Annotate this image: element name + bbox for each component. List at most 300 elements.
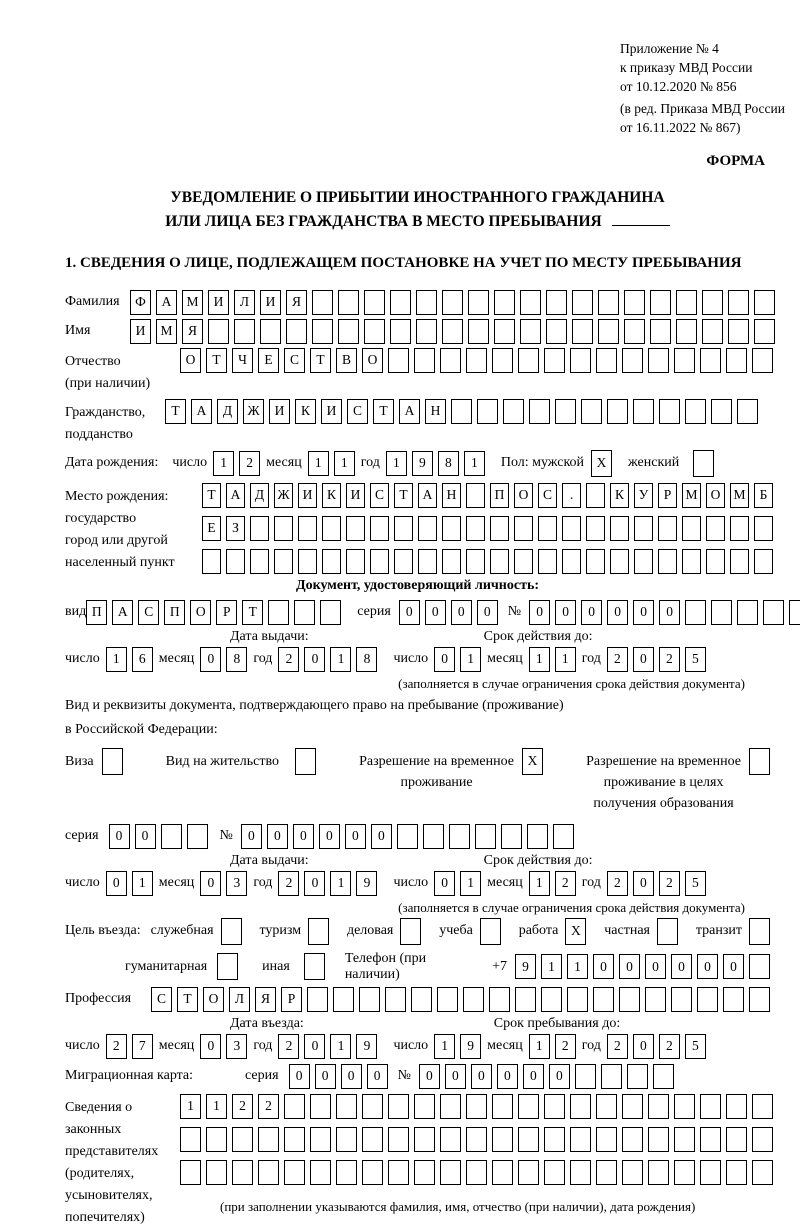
form-cell[interactable]: 1 [541,954,562,979]
form-cell[interactable]: 0 [697,954,718,979]
form-cell[interactable] [232,1127,253,1152]
form-cell[interactable]: И [130,319,151,344]
form-cell[interactable] [518,1094,539,1119]
form-cell[interactable] [518,348,539,373]
form-cell[interactable]: 0 [341,1064,362,1089]
form-cell[interactable] [546,319,567,344]
form-cell[interactable]: 0 [345,824,366,849]
form-cell[interactable]: 1 [529,647,550,672]
form-cell[interactable]: 0 [607,600,628,625]
form-cell[interactable]: 0 [619,954,640,979]
form-cell[interactable] [633,399,654,424]
form-cell[interactable] [520,290,541,315]
form-cell[interactable]: 5 [685,1034,706,1059]
form-cell[interactable] [581,399,602,424]
form-cell[interactable]: А [156,290,177,315]
form-cell[interactable] [598,319,619,344]
form-cell[interactable]: 0 [135,824,156,849]
form-cell[interactable] [674,1160,695,1185]
form-cell[interactable] [682,549,701,574]
form-cell[interactable] [295,748,316,775]
form-cell[interactable] [364,290,385,315]
form-cell[interactable]: X [591,450,612,477]
form-cell[interactable] [575,1064,596,1089]
form-cell[interactable] [477,399,498,424]
form-cell[interactable]: Е [202,516,221,541]
form-cell[interactable]: М [682,483,701,508]
form-cell[interactable] [364,319,385,344]
form-cell[interactable] [494,290,515,315]
form-cell[interactable] [333,987,354,1012]
form-cell[interactable]: 0 [200,647,221,672]
form-cell[interactable]: О [362,348,383,373]
form-cell[interactable] [226,549,245,574]
form-cell[interactable]: 2 [607,647,628,672]
form-cell[interactable] [180,1160,201,1185]
form-cell[interactable] [622,1127,643,1152]
form-cell[interactable]: 2 [607,871,628,896]
form-cell[interactable] [622,1094,643,1119]
form-cell[interactable] [294,600,315,625]
form-cell[interactable] [706,549,725,574]
form-cell[interactable]: X [565,918,586,945]
form-cell[interactable] [562,516,581,541]
form-cell[interactable] [518,1160,539,1185]
form-cell[interactable] [726,348,747,373]
form-cell[interactable] [622,348,643,373]
form-cell[interactable] [752,1160,773,1185]
form-cell[interactable] [593,987,614,1012]
form-cell[interactable]: С [138,600,159,625]
form-cell[interactable]: 0 [529,600,550,625]
form-cell[interactable] [648,1127,669,1152]
form-cell[interactable]: 2 [278,647,299,672]
form-cell[interactable] [217,953,238,980]
form-cell[interactable] [468,290,489,315]
form-cell[interactable] [298,549,317,574]
form-cell[interactable] [494,319,515,344]
form-cell[interactable]: Ф [130,290,151,315]
form-cell[interactable]: 0 [497,1064,518,1089]
form-cell[interactable] [440,348,461,373]
form-cell[interactable]: Л [229,987,250,1012]
form-cell[interactable]: 0 [200,871,221,896]
form-cell[interactable]: 0 [645,954,666,979]
form-cell[interactable] [284,1160,305,1185]
form-cell[interactable] [541,987,562,1012]
form-cell[interactable]: Т [165,399,186,424]
form-cell[interactable] [492,1094,513,1119]
form-cell[interactable]: 0 [304,647,325,672]
form-cell[interactable]: А [112,600,133,625]
form-cell[interactable] [572,290,593,315]
form-cell[interactable] [619,987,640,1012]
form-cell[interactable]: X [522,748,543,775]
form-cell[interactable]: 0 [367,1064,388,1089]
form-cell[interactable] [749,748,770,775]
form-cell[interactable]: 0 [304,871,325,896]
form-cell[interactable]: 2 [555,871,576,896]
form-cell[interactable]: А [226,483,245,508]
form-cell[interactable]: Т [177,987,198,1012]
form-cell[interactable]: С [347,399,368,424]
form-cell[interactable] [685,600,706,625]
form-cell[interactable] [312,290,333,315]
form-cell[interactable] [730,549,749,574]
form-cell[interactable]: 7 [132,1034,153,1059]
form-cell[interactable]: У [634,483,653,508]
form-cell[interactable]: 0 [419,1064,440,1089]
form-cell[interactable]: К [322,483,341,508]
form-cell[interactable] [752,1127,773,1152]
form-cell[interactable] [322,549,341,574]
form-cell[interactable]: Я [182,319,203,344]
form-cell[interactable]: И [269,399,290,424]
form-cell[interactable] [562,549,581,574]
form-cell[interactable]: 0 [293,824,314,849]
form-cell[interactable] [416,290,437,315]
form-cell[interactable]: 0 [434,871,455,896]
form-cell[interactable] [414,1127,435,1152]
form-cell[interactable]: 0 [523,1064,544,1089]
form-cell[interactable] [437,987,458,1012]
form-cell[interactable] [752,348,773,373]
form-cell[interactable] [414,348,435,373]
form-cell[interactable] [648,1160,669,1185]
form-cell[interactable]: Т [202,483,221,508]
form-cell[interactable] [442,290,463,315]
form-cell[interactable] [610,516,629,541]
form-cell[interactable] [728,319,749,344]
form-cell[interactable]: 5 [685,647,706,672]
form-cell[interactable]: 1 [106,647,127,672]
form-cell[interactable] [388,1160,409,1185]
form-cell[interactable]: 9 [412,451,433,476]
form-cell[interactable] [336,1127,357,1152]
form-cell[interactable]: 2 [659,1034,680,1059]
form-cell[interactable] [490,549,509,574]
form-cell[interactable] [501,824,522,849]
form-cell[interactable]: 3 [226,1034,247,1059]
form-cell[interactable] [700,1127,721,1152]
form-cell[interactable] [674,348,695,373]
form-cell[interactable]: 0 [633,600,654,625]
form-cell[interactable]: 0 [671,954,692,979]
form-cell[interactable]: Л [234,290,255,315]
form-cell[interactable]: 0 [633,871,654,896]
form-cell[interactable] [397,824,418,849]
form-cell[interactable]: 8 [438,451,459,476]
form-cell[interactable]: 9 [515,954,536,979]
form-cell[interactable]: 1 [180,1094,201,1119]
form-cell[interactable] [359,987,380,1012]
form-cell[interactable] [346,549,365,574]
form-cell[interactable]: Ч [232,348,253,373]
form-cell[interactable] [674,1127,695,1152]
form-cell[interactable] [586,549,605,574]
form-cell[interactable]: И [208,290,229,315]
form-cell[interactable]: С [151,987,172,1012]
form-cell[interactable] [102,748,123,775]
form-cell[interactable]: 1 [434,1034,455,1059]
form-cell[interactable] [648,348,669,373]
form-cell[interactable] [514,549,533,574]
form-cell[interactable]: 0 [315,1064,336,1089]
form-cell[interactable] [388,1094,409,1119]
form-cell[interactable] [754,549,773,574]
form-cell[interactable]: 9 [460,1034,481,1059]
form-cell[interactable] [310,1160,331,1185]
form-cell[interactable] [598,290,619,315]
form-cell[interactable] [466,1127,487,1152]
form-cell[interactable] [490,516,509,541]
form-cell[interactable] [711,399,732,424]
form-cell[interactable] [274,549,293,574]
form-cell[interactable]: Ж [243,399,264,424]
form-cell[interactable]: З [226,516,245,541]
form-cell[interactable]: М [182,290,203,315]
form-cell[interactable] [440,1127,461,1152]
form-cell[interactable]: И [298,483,317,508]
form-cell[interactable] [250,549,269,574]
form-cell[interactable]: 2 [659,871,680,896]
form-cell[interactable] [258,1127,279,1152]
form-cell[interactable] [700,1160,721,1185]
form-cell[interactable] [400,918,421,945]
form-cell[interactable] [180,1127,201,1152]
form-cell[interactable] [466,1160,487,1185]
form-cell[interactable]: 0 [304,1034,325,1059]
form-cell[interactable]: П [164,600,185,625]
form-cell[interactable] [489,987,510,1012]
form-cell[interactable]: 8 [226,647,247,672]
form-cell[interactable] [466,483,485,508]
form-cell[interactable] [503,399,524,424]
form-cell[interactable] [336,1160,357,1185]
form-cell[interactable]: 0 [477,600,498,625]
form-cell[interactable]: Т [394,483,413,508]
form-cell[interactable]: Д [250,483,269,508]
form-cell[interactable]: Ж [274,483,293,508]
form-cell[interactable] [658,549,677,574]
form-cell[interactable]: 0 [106,871,127,896]
form-cell[interactable]: 8 [356,647,377,672]
form-cell[interactable] [693,450,714,477]
form-cell[interactable] [414,1160,435,1185]
form-cell[interactable]: 1 [567,954,588,979]
form-cell[interactable] [310,1127,331,1152]
form-cell[interactable]: 1 [460,871,481,896]
form-cell[interactable]: 1 [206,1094,227,1119]
form-cell[interactable]: 0 [267,824,288,849]
form-cell[interactable] [754,516,773,541]
form-cell[interactable] [310,1094,331,1119]
form-cell[interactable]: 2 [106,1034,127,1059]
form-cell[interactable] [286,319,307,344]
form-cell[interactable] [449,824,470,849]
form-cell[interactable]: 2 [232,1094,253,1119]
form-cell[interactable] [463,987,484,1012]
form-cell[interactable]: 0 [659,600,680,625]
form-cell[interactable] [700,1094,721,1119]
form-cell[interactable]: П [86,600,107,625]
form-cell[interactable]: 0 [241,824,262,849]
form-cell[interactable] [726,1094,747,1119]
form-cell[interactable]: 9 [356,1034,377,1059]
form-cell[interactable] [514,516,533,541]
form-cell[interactable]: В [336,348,357,373]
form-cell[interactable] [596,1127,617,1152]
form-cell[interactable] [388,348,409,373]
form-cell[interactable] [307,987,328,1012]
form-cell[interactable]: Н [425,399,446,424]
form-cell[interactable]: О [706,483,725,508]
form-cell[interactable] [702,319,723,344]
form-cell[interactable] [601,1064,622,1089]
form-cell[interactable] [570,348,591,373]
form-cell[interactable] [789,600,800,625]
form-cell[interactable] [475,824,496,849]
form-cell[interactable] [627,1064,648,1089]
form-cell[interactable]: Б [754,483,773,508]
form-cell[interactable] [466,549,485,574]
form-cell[interactable] [723,987,744,1012]
form-cell[interactable]: 1 [132,871,153,896]
form-cell[interactable]: 1 [308,451,329,476]
form-cell[interactable] [711,600,732,625]
form-cell[interactable]: О [190,600,211,625]
form-cell[interactable] [676,290,697,315]
form-cell[interactable] [607,399,628,424]
form-cell[interactable]: П [490,483,509,508]
form-cell[interactable] [570,1094,591,1119]
form-cell[interactable]: 0 [289,1064,310,1089]
form-cell[interactable] [418,516,437,541]
form-cell[interactable]: 0 [555,600,576,625]
form-cell[interactable]: 2 [278,871,299,896]
form-cell[interactable]: 0 [549,1064,570,1089]
form-cell[interactable]: 1 [330,871,351,896]
form-cell[interactable]: 1 [330,1034,351,1059]
form-cell[interactable]: 1 [330,647,351,672]
form-cell[interactable] [202,549,221,574]
form-cell[interactable] [206,1127,227,1152]
form-cell[interactable]: 3 [226,871,247,896]
form-cell[interactable]: 0 [200,1034,221,1059]
form-cell[interactable] [274,516,293,541]
form-cell[interactable]: 2 [659,647,680,672]
form-cell[interactable] [466,516,485,541]
form-cell[interactable]: 2 [239,451,260,476]
form-cell[interactable]: 0 [593,954,614,979]
form-cell[interactable] [544,1127,565,1152]
form-cell[interactable]: 0 [445,1064,466,1089]
form-cell[interactable]: 0 [451,600,472,625]
form-cell[interactable] [544,1094,565,1119]
form-cell[interactable]: К [295,399,316,424]
form-cell[interactable]: 0 [633,647,654,672]
form-cell[interactable] [610,549,629,574]
form-cell[interactable] [442,516,461,541]
form-cell[interactable]: К [610,483,629,508]
form-cell[interactable] [737,600,758,625]
form-cell[interactable]: 2 [258,1094,279,1119]
form-cell[interactable] [336,1094,357,1119]
form-cell[interactable] [676,319,697,344]
form-cell[interactable]: 0 [371,824,392,849]
form-cell[interactable] [187,824,208,849]
form-cell[interactable]: С [538,483,557,508]
form-cell[interactable] [466,348,487,373]
form-cell[interactable] [658,516,677,541]
form-cell[interactable] [653,1064,674,1089]
form-cell[interactable] [416,319,437,344]
form-cell[interactable]: Р [658,483,677,508]
form-cell[interactable] [394,549,413,574]
form-cell[interactable] [221,918,242,945]
form-cell[interactable] [726,1160,747,1185]
form-cell[interactable]: 0 [319,824,340,849]
form-cell[interactable] [700,348,721,373]
form-cell[interactable] [370,516,389,541]
form-cell[interactable] [572,319,593,344]
form-cell[interactable] [706,516,725,541]
form-cell[interactable] [520,319,541,344]
form-cell[interactable] [645,987,666,1012]
form-cell[interactable]: О [180,348,201,373]
form-cell[interactable] [659,399,680,424]
form-cell[interactable] [515,987,536,1012]
form-cell[interactable] [322,516,341,541]
form-cell[interactable] [648,1094,669,1119]
form-cell[interactable]: 0 [471,1064,492,1089]
form-cell[interactable] [346,516,365,541]
form-cell[interactable] [553,824,574,849]
form-cell[interactable]: Т [310,348,331,373]
form-cell[interactable] [414,1094,435,1119]
form-cell[interactable] [390,290,411,315]
form-cell[interactable] [411,987,432,1012]
form-cell[interactable]: Д [217,399,238,424]
form-cell[interactable]: А [418,483,437,508]
form-cell[interactable] [362,1160,383,1185]
form-cell[interactable]: 0 [109,824,130,849]
form-cell[interactable] [518,1127,539,1152]
form-cell[interactable] [338,290,359,315]
form-cell[interactable]: 0 [434,647,455,672]
form-cell[interactable]: 0 [399,600,420,625]
form-cell[interactable] [362,1127,383,1152]
form-cell[interactable]: М [730,483,749,508]
form-cell[interactable] [671,987,692,1012]
form-cell[interactable]: 1 [386,451,407,476]
form-cell[interactable] [570,1160,591,1185]
form-cell[interactable] [385,987,406,1012]
form-cell[interactable] [538,516,557,541]
form-cell[interactable] [268,600,289,625]
form-cell[interactable] [697,987,718,1012]
form-cell[interactable]: Я [255,987,276,1012]
form-cell[interactable] [624,290,645,315]
form-cell[interactable]: Р [216,600,237,625]
form-cell[interactable] [570,1127,591,1152]
form-cell[interactable] [702,290,723,315]
form-cell[interactable] [206,1160,227,1185]
form-cell[interactable]: О [514,483,533,508]
form-cell[interactable] [674,1094,695,1119]
form-cell[interactable]: 2 [607,1034,628,1059]
form-cell[interactable]: 1 [213,451,234,476]
